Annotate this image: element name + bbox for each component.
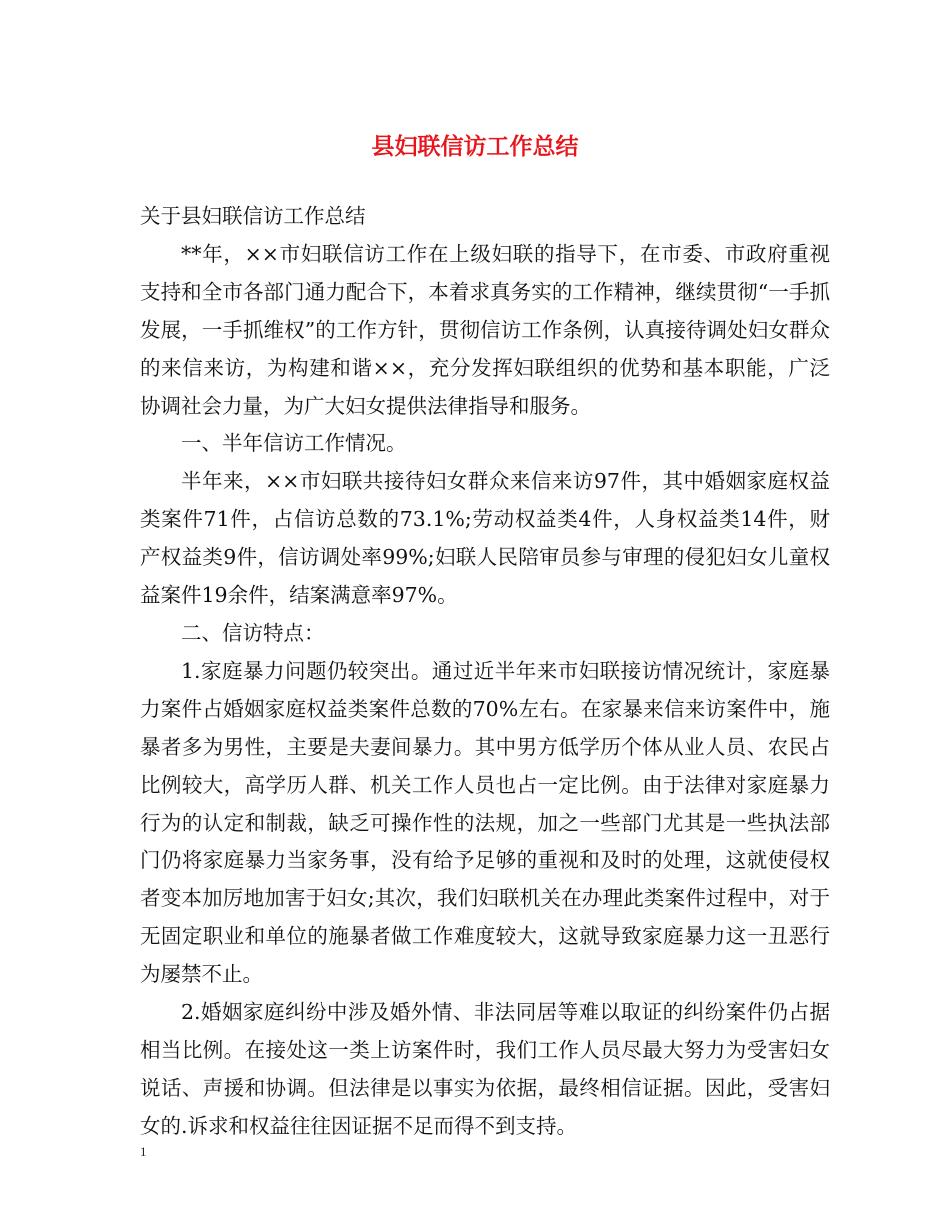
paragraph-point-1: 1.家庭暴力问题仍较突出。通过近半年来市妇联接访情况统计，家庭暴力案件占婚姻家庭权益类案件总数的70%左右。在家暴来信来访案件中，施暴者多为男性，主要是夫妻间暴力。其中男方低学历个体从业人员、农民占比例较大，高学历人群、机关工作人员也占一定比例。由于法律对家庭暴力行为的认定和制裁，缺乏可操作性的法规，加之一些部门尤其是一些执法部门仍将家庭暴力当家务事，没有给予足够的重视和及时的处理，这就使侵权者变本加厉地加害于妇女;其次，我们妇联机关在办理此类案件过程中，对于无固定职业和单位的施暴者做工作难度较大，这就导致家庭暴力这一丑恶行为屡禁不止。 xyxy=(140,658,830,987)
document-title: 县妇联信访工作总结 xyxy=(371,133,579,160)
paragraph-intro: **年，××市妇联信访工作在上级妇联的指导下，在市委、市政府重视支持和全市各部门通力配合下，本着求真务实的工作精神，继续贯彻“一手抓发展，一手抓维权”的工作方针，贯彻信访工作条例，认真接待调处妇女群众的来信来访，为构建和谐××，充分发挥妇联组织的优势和基本职能，广泛协调社会力量，为广大妇女提供法律指导和服务。 xyxy=(140,241,830,418)
section-heading-2: 二、信访特点： xyxy=(181,620,325,645)
section-heading-1: 一、半年信访工作情况。 xyxy=(181,431,407,456)
paragraph-point-2: 2.婚姻家庭纠纷中涉及婚外情、非法同居等难以取证的纠纷案件仍占据相当比例。在接处这一类上访案件时，我们工作人员尽最大努力为受害妇女说话、声援和协调。但法律是以事实为依据，最终相信证据。因此，受害妇女的.诉求和权益往往因证据不足而得不到支持。 xyxy=(140,1000,830,1138)
page-number: 1 xyxy=(140,1144,147,1159)
document-subtitle: 关于县妇联信访工作总结 xyxy=(140,204,366,228)
document-body xyxy=(140,198,830,1146)
paragraph-statistics: 半年来，××市妇联共接待妇女群众来信来访97件，其中婚姻家庭权益类案件71件，占信访总数的73.1%;劳动权益类4件，人身权益类14件，财产权益类9件，信访调处率99%;妇联人民陪审员参与审理的侵犯妇女儿童权益案件19余件，结案满意率97%。 xyxy=(140,469,830,608)
